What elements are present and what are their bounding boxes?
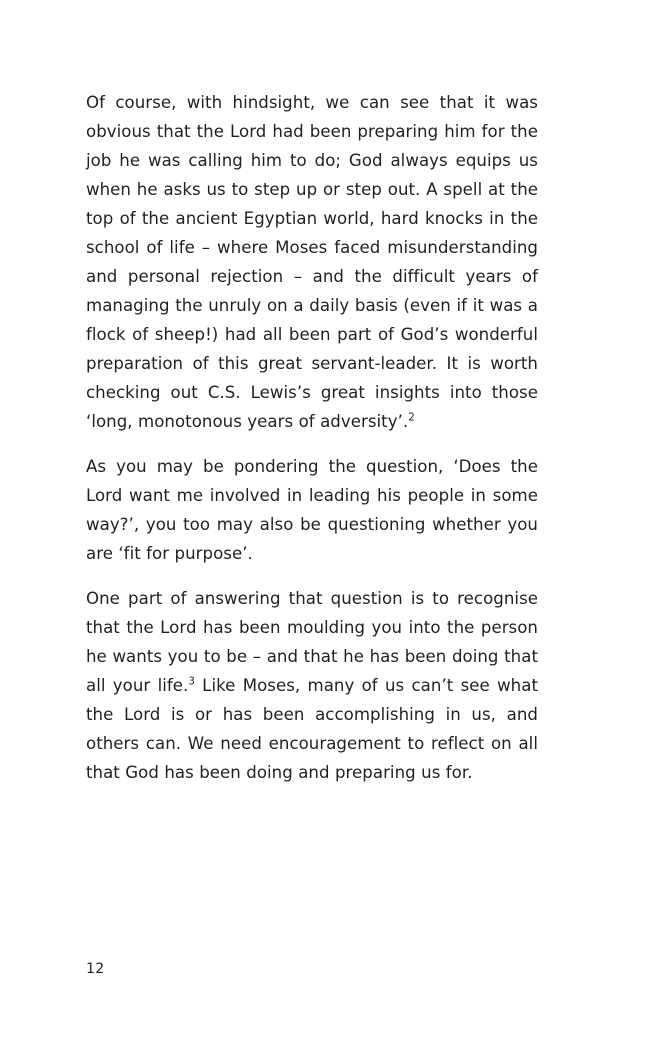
- footnote-reference-marker[interactable]: 3: [188, 675, 195, 688]
- paragraph-text: Of course, with hindsight, we can see that it was obvious that the Lord had been preparing him for the job he was calling him to do; God always equips us when he asks us to step up or step out. A spell at the top of the ancient Egyptian world, hard knocks in the school of life – where Moses faced misunderstanding and personal rejection – and the difficult years of managing the unruly on a daily basis (even if it was a flock of sheep!) had all been part of God’s wonderful preparation of this great servant-leader. It is worth checking out C.S. Lewis’s great insights into those ‘long, monotonous years of adversity’.: [86, 93, 538, 431]
- body-paragraph: [86, 452, 538, 568]
- body-paragraph: [86, 88, 538, 436]
- body-paragraph: [86, 584, 538, 787]
- body-text-column: [86, 88, 538, 787]
- paragraph-text-continued: Like Moses, many of us can’t see what the Lord is or has been accomplishing in us, and others can. We need encouragement to reflect on all that God has been doing and preparing us for.: [86, 676, 538, 782]
- paragraph-text: As you may be pondering the question, ‘Does the Lord want me involved in leading his people in some way?’, you too may also be questioning whether you are ‘fit for purpose’.: [86, 457, 538, 563]
- footnote-reference-marker[interactable]: 2: [408, 411, 415, 424]
- page-number: 12: [86, 961, 105, 977]
- paragraph-text: One part of answering that question is to recognise that the Lord has been moulding you into the person he wants you to be – and that he has been doing that all your life.: [86, 589, 538, 695]
